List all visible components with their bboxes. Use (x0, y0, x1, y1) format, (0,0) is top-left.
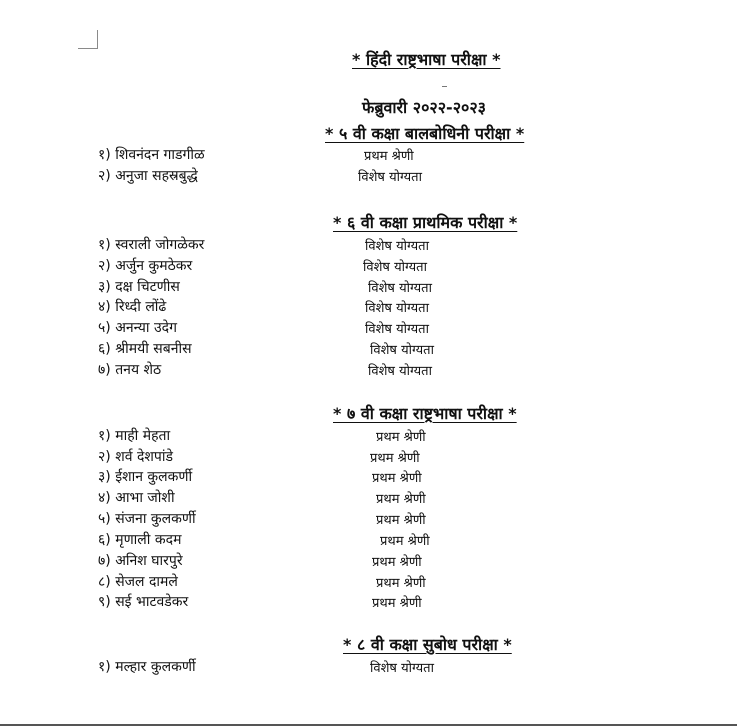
student-name: १) माही मेहता (98, 428, 171, 444)
student-result: प्रथम श्रेणी (370, 451, 420, 466)
stray-dash (442, 86, 447, 87)
student-result: विशेष योग्यता (370, 661, 434, 676)
student-name: २) शर्व देशपांडे (98, 449, 173, 465)
student-result: प्रथम श्रेणी (372, 471, 422, 486)
student-result: प्रथम श्रेणी (380, 534, 430, 549)
student-result: प्रथम श्रेणी (372, 596, 422, 611)
page-bottom-edge (0, 724, 737, 726)
student-name: ५) अनन्या उदेग (98, 320, 177, 336)
student-result: विशेष योग्यता (368, 281, 432, 296)
section-heading-std7: * ७ वी कक्षा राष्ट्रभाषा परीक्षा * (333, 404, 517, 423)
exam-date: फेब्रुवारी २०२२-२०२३ (362, 98, 486, 117)
student-name: ७) तनय शेठ (98, 362, 162, 378)
student-name: ३) ईशान कुलकर्णी (98, 469, 193, 485)
student-result: विशेष योग्यता (365, 322, 429, 337)
student-result: विशेष योग्यता (368, 364, 432, 379)
student-name: २) अनुजा सहस्रबुद्धे (98, 168, 198, 184)
student-name: ४) आभा जोशी (98, 490, 175, 506)
student-name: २) अर्जुन कुमठेकर (98, 258, 193, 274)
student-result: प्रथम श्रेणी (364, 149, 414, 164)
student-name: १) शिवनंदन गाडगीळ (98, 147, 205, 163)
student-result: प्रथम श्रेणी (376, 576, 426, 591)
section-heading-std6: * ६ वी कक्षा प्राथमिक परीक्षा * (333, 213, 518, 232)
student-result: विशेष योग्यता (363, 260, 427, 275)
student-result: विशेष योग्यता (365, 301, 429, 316)
document-title: * हिंदी राष्ट्रभाषा परीक्षा * (352, 50, 501, 69)
student-result: प्रथम श्रेणी (376, 492, 426, 507)
student-name: १) स्वराली जोगळेकर (98, 237, 205, 253)
student-name: १) मल्हार कुलकर्णी (98, 659, 196, 675)
student-result: विशेष योग्यता (358, 170, 422, 185)
student-name: ३) दक्ष चिटणीस (98, 279, 180, 295)
student-name: ६) श्रीमयी सबनीस (98, 341, 192, 357)
student-result: प्रथम श्रेणी (376, 430, 426, 445)
student-result: विशेष योग्यता (370, 343, 434, 358)
student-name: ५) संजना कुलकर्णी (98, 511, 196, 527)
student-result: प्रथम श्रेणी (372, 555, 422, 570)
student-name: ६) मृणाली कदम (98, 532, 182, 548)
student-name: ८) सेजल दामले (98, 574, 178, 590)
section-heading-std5: * ५ वी कक्षा बालबोधिनी परीक्षा * (325, 124, 525, 143)
page-corner-mark (78, 30, 98, 49)
section-heading-std8: * ८ वी कक्षा सुबोध परीक्षा * (343, 635, 512, 654)
student-result: विशेष योग्यता (365, 239, 429, 254)
student-result: प्रथम श्रेणी (376, 513, 426, 528)
student-name: ९) सई भाटवडेकर (98, 594, 189, 610)
student-name: ४) रिध्दी लोंढे (98, 299, 167, 315)
student-name: ७) अनिश घारपुरे (98, 553, 183, 569)
